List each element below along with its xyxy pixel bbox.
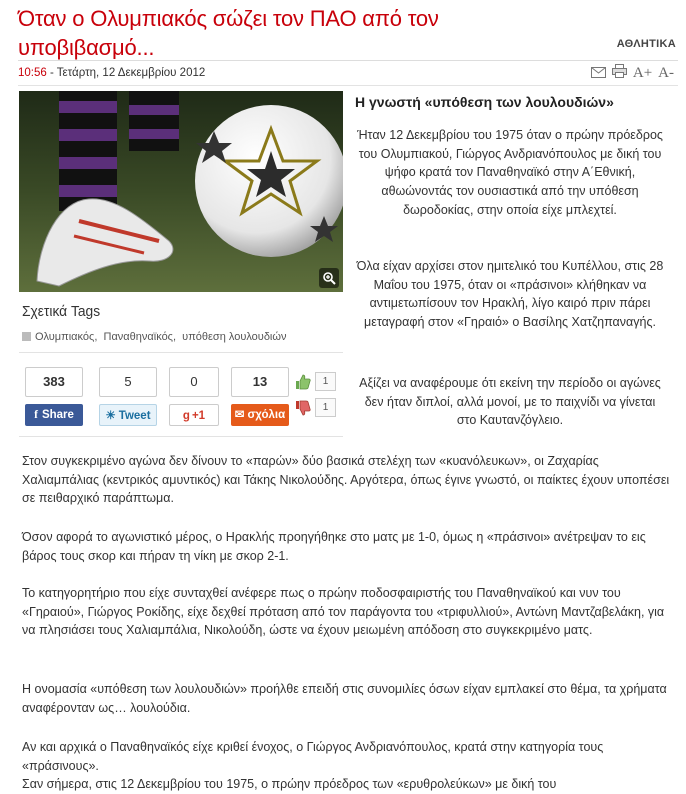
comments-button[interactable] (231, 404, 289, 426)
envelope-icon[interactable] (591, 65, 606, 81)
body-paragraph: Αν και αρχικά ο Παναθηναϊκός είχε κριθεί ένοχος, ο Γιώργος Ανδριανόπουλος, κρατά στην κατηγορία τους «πράσινους». (22, 740, 604, 773)
font-increase-button[interactable]: A+ (632, 64, 653, 81)
publish-date: - Τετάρτη, 12 Δεκεμβρίου 2012 (46, 67, 206, 79)
tweet-label: Tweet (118, 410, 151, 422)
thumbs-down-icon[interactable] (294, 399, 312, 417)
divider (18, 85, 678, 86)
gplus-label: +1 (191, 410, 206, 422)
aside-paragraph: Όλα είχαν αρχίσει στον ημιτελικό του Κυπέλλου, στις 28 Μαΐου του 1975, όταν οι «πράσινοι» κλήθηκαν να αντιμετωπίσουν τον Ηρακλή, λίγο καιρό πριν πάρει μεταγραφή στον «Γηραιό» ο Βασίλης Χατζηπαναγής. (356, 259, 664, 330)
font-decrease-button[interactable]: A- (658, 64, 674, 81)
facebook-icon: f (34, 409, 38, 421)
aside-heading: Η γνωστή «υπόθεση των λουλουδιών» (355, 94, 614, 110)
aside-paragraph: Ήταν 12 Δεκεμβρίου του 1975 όταν ο πρώην πρόεδρος του Ολυμπιακού, Γιώργος Ανδριανόπουλος με δική του ψήφο κρατά τον Παναθηναϊκό στην Α΄Εθνική, αθωώνοντάς τον ουσιαστικά από την υπόθεση δωροδοκίας, στην οποία είχε μπλεχτεί. (357, 128, 663, 217)
twitter-icon: ☀ (105, 410, 116, 422)
dislike-count: 1 (315, 398, 336, 417)
divider (18, 60, 678, 61)
divider (19, 436, 343, 437)
facebook-share-count: 383 (25, 367, 83, 397)
dislike-vote[interactable] (294, 397, 338, 419)
facebook-share-label: Share (41, 409, 74, 421)
body-paragraph: Το κατηγορητήριο που είχε συνταχθεί ανέφερε πως ο πρώην ποδοσφαιριστής του Παναθηναϊκού και νυν του «Γηραιού», Γιώργος Ροκίδης, είχε δεχθεί πρόταση από τον παράγοντα του «τριφυλλιού», Αντώνη Μαντζαβελάκη, για να πλησιάσει τους Χαλιαμπάλια, Νικολούδη, ώστε να έχουν μειωμένη απόδοση στο συγκεκριμένο ματς. (22, 586, 665, 637)
printer-icon[interactable] (612, 64, 627, 81)
tags-heading: Σχετικά Tags (22, 303, 101, 320)
body-paragraph: Η ονομασία «υπόθεση των λουλουδιών» προήλθε επειδή στις συνομιλίες όσων είχαν εμπλακεί στο θέμα, τα χρήματα αναφέρονταν ως… λουλούδια. (22, 682, 667, 715)
article-title: Όταν ο Ολυμπιακός σώζει τον ΠΑΟ από τον υποβιβασμό... (18, 6, 439, 60)
tag-link[interactable]: Ολυμπιακός (35, 331, 95, 343)
aside-paragraph: Αξίζει να αναφέρουμε ότι εκείνη την περίοδο οι αγώνες δεν ήταν διπλοί, αλλά μονοί, με το παιχνίδι να γίνεται στο Καυτανζόγλειο. (359, 376, 661, 428)
article-photo[interactable] (19, 91, 343, 292)
tag-icon (22, 332, 31, 341)
article-tools (591, 64, 674, 81)
publish-time: 10:56 (18, 67, 47, 79)
like-count: 1 (315, 372, 336, 391)
tweet-button[interactable] (99, 404, 157, 426)
divider (19, 352, 343, 353)
body-paragraph: Σαν σήμερα, στις 12 Δεκεμβρίου του 1975, ο πρώην πρόεδρος των «ερυθρολεύκων» με δική του (22, 777, 557, 791)
gplus-button[interactable] (169, 404, 219, 426)
comments-count: 13 (231, 367, 289, 397)
twitter-count: 5 (99, 367, 157, 397)
body-paragraph: Στον συγκεκριμένο αγώνα δεν δίνουν το «παρών» δύο βασικά στελέχη των «κυανόλευκων», οι Ζαχαρίας Χαλιαμπάλιας (κεντρικός αμυντικός) και Τάκης Νικολούδης. Αργότερα, όπως έγινε γνωστό, οι παίκτες έχουν υποπέσει σε πειθαρχικό παράπτωμα. (22, 454, 670, 505)
zoom-icon[interactable] (319, 268, 339, 288)
article-meta (18, 67, 205, 79)
tags-list: Ολυμπιακός, Παναθηναϊκός, υπόθεση λουλουδιών (22, 331, 286, 343)
facebook-share-button[interactable] (25, 404, 83, 426)
thumbs-up-icon[interactable] (294, 373, 312, 391)
comments-label: σχόλια (247, 409, 286, 421)
gplus-count: 0 (169, 367, 219, 397)
tag-link[interactable]: Παναθηναϊκός (103, 331, 173, 343)
like-vote[interactable] (294, 371, 338, 393)
tag-link[interactable]: υπόθεση λουλουδιών (182, 331, 287, 343)
section-label[interactable]: ΑΘΛΗΤΙΚΑ (616, 38, 676, 50)
comment-icon: ✉ (234, 409, 245, 421)
body-paragraph: Όσον αφορά το αγωνιστικό μέρος, ο Ηρακλής προηγήθηκε στο ματς με 1-0, όμως η «πράσινοι» ανέτρεψαν το εις βάρος τους σκορ και πήραν τη νίκη με σκορ 2-1. (22, 530, 646, 563)
google-icon: g (182, 410, 190, 422)
